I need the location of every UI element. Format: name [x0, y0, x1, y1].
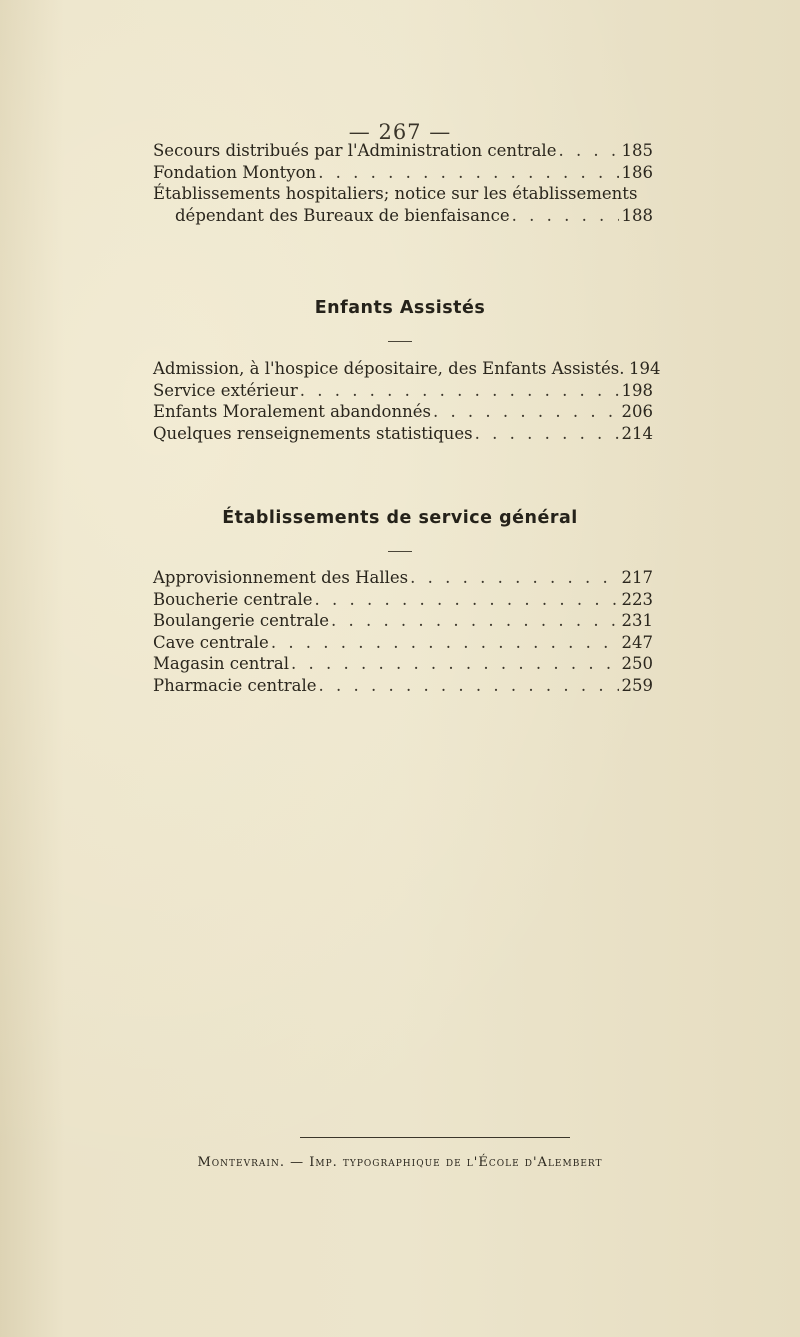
dot-leader [410, 567, 619, 589]
toc-block-service-general [153, 567, 653, 696]
toc-entry-page: 214 [621, 423, 653, 443]
toc-entry [153, 675, 653, 697]
toc-entry-label: Approvisionnement des Halles [153, 568, 409, 587]
toc-entry-label: Pharmacie centrale [153, 675, 317, 695]
toc-entry-label: Admission, à l'hospice dépositaire, des Enfants Assistés. [153, 359, 625, 378]
dot-leader [271, 632, 619, 654]
dot-leader [291, 653, 619, 675]
toc-entry [153, 589, 653, 611]
toc-entry-line [153, 183, 653, 205]
toc-entry [153, 610, 653, 632]
printer-imprint: Montevrain. — Imp. typographique de l'École d'Alembert [197, 1155, 603, 1170]
toc-entry-label: Cave centrale [153, 632, 269, 652]
dot-leader [433, 401, 619, 423]
dot-leader [512, 205, 619, 227]
toc-entry-label: Magasin central [153, 654, 290, 673]
toc-entry-page: 198 [621, 380, 653, 400]
toc-entry-continuation [153, 205, 653, 227]
toc-entry-page: 223 [621, 589, 653, 609]
dot-leader [331, 610, 619, 632]
toc-entry [153, 423, 653, 445]
dot-leader [318, 162, 619, 184]
toc-entry-label: Quelques renseignements statistiques [153, 423, 473, 443]
footer-rule [300, 1137, 570, 1138]
toc-entry-label: Établissements hospitaliers; notice sur les établissements [153, 184, 638, 203]
toc-entry-page: 188 [621, 205, 653, 225]
toc-entry-page: 259 [621, 675, 653, 695]
toc-entry-page: 250 [621, 654, 653, 673]
toc-block-top [153, 140, 653, 226]
toc-entry [153, 140, 653, 162]
page-number: — 267 — [348, 120, 452, 144]
toc-entry-label: Boucherie centrale [153, 589, 313, 609]
toc-entry-page: 217 [621, 568, 653, 587]
section-title: Établissements de service général [222, 508, 578, 528]
toc-entry-label: Fondation Montyon [153, 162, 317, 182]
dot-leader [300, 380, 619, 402]
toc-entry-label: Enfants Moralement abandonnés [153, 402, 431, 421]
toc-block-enfants-assistes [153, 358, 661, 444]
toc-entry-page: 186 [621, 162, 653, 182]
toc-entry-label: dépendant des Bureaux de bienfaisance [175, 205, 510, 225]
dot-leader [558, 140, 619, 162]
toc-entry-label: Secours distribués par l'Administration centrale [153, 141, 557, 160]
toc-entry [153, 358, 661, 380]
section-divider [388, 551, 412, 552]
toc-entry-page: 206 [621, 402, 653, 421]
toc-entry-page: 194 [628, 359, 661, 378]
section-title: Enfants Assistés [314, 298, 486, 318]
toc-entry [153, 653, 653, 675]
toc-entry [153, 162, 653, 184]
dot-leader [475, 423, 619, 445]
section-divider [388, 341, 412, 342]
toc-entry-label: Boulangerie centrale [153, 611, 329, 630]
dot-leader [319, 675, 620, 697]
toc-entry-page: 231 [621, 611, 653, 630]
toc-entry [153, 401, 653, 423]
toc-entry [153, 567, 653, 589]
dot-leader [315, 589, 619, 611]
toc-entry-label: Service extérieur [153, 380, 298, 400]
toc-entry-page: 185 [621, 141, 653, 160]
toc-entry [153, 632, 653, 654]
toc-entry [153, 380, 653, 402]
toc-entry-page: 247 [621, 632, 653, 652]
